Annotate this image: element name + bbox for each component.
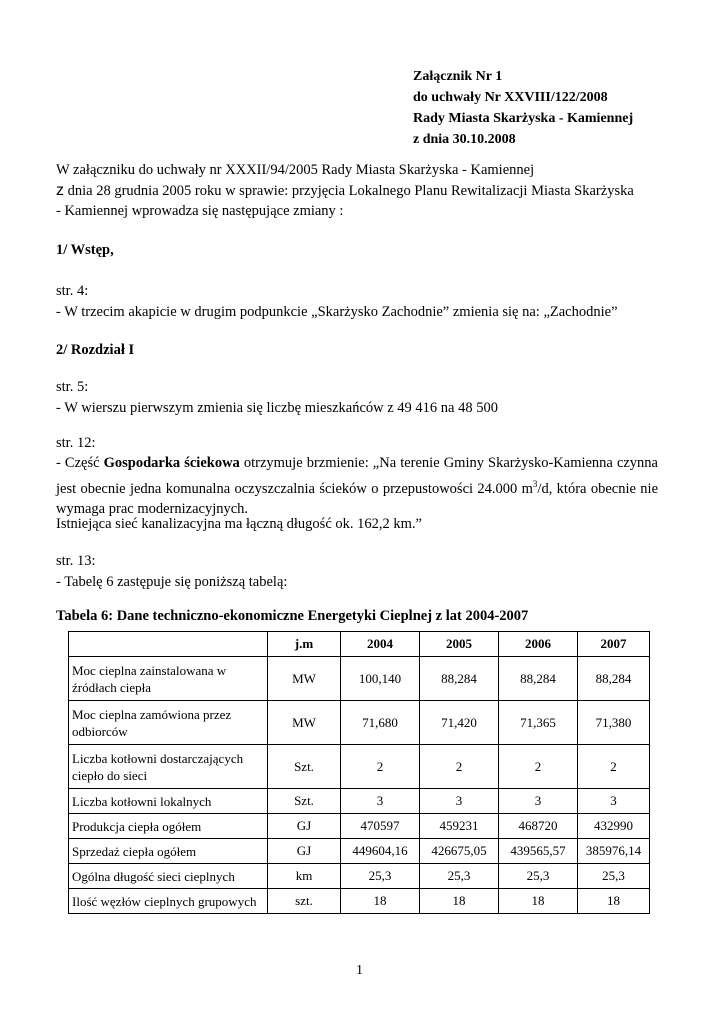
row-label: Ogólna długość sieci cieplnych: [69, 864, 268, 889]
section-1-body: [56, 281, 658, 322]
intro-paragraph: [56, 160, 658, 222]
row-label: Moc cieplna zainstalowana w źródłach ciepła: [69, 657, 268, 701]
intro-line-2: [56, 181, 658, 202]
section-1-heading: 1/ Wstęp,: [56, 242, 114, 258]
value-2006: 468720: [499, 814, 578, 839]
sewage-prefix: - Część: [56, 455, 104, 471]
value-2004: 449604,16: [341, 839, 420, 864]
value-2005: 426675,05: [420, 839, 499, 864]
value-2006: 25,3: [499, 864, 578, 889]
value-2006: 18: [499, 889, 578, 914]
row-unit: Szt.: [268, 745, 341, 789]
table-row: [69, 701, 650, 745]
row-label: Ilość węzłów cieplnych grupowych: [69, 889, 268, 914]
value-2007: 88,284: [578, 657, 650, 701]
section-2-body-3: [56, 551, 658, 592]
row-label: Produkcja ciepła ogółem: [69, 814, 268, 839]
resolution-date: z dnia 30.10.2008: [413, 132, 516, 147]
row-unit: Szt.: [268, 789, 341, 814]
attachment-number: Załącznik Nr 1: [413, 69, 503, 84]
table-header-cell: 2006: [499, 632, 578, 657]
value-2004: 100,140: [341, 657, 420, 701]
value-2004: 470597: [341, 814, 420, 839]
heat-energy-table: [68, 631, 650, 914]
table-title: Tabela 6: Dane techniczno-ekonomiczne Energetyki Cieplnej z lat 2004-2007: [56, 608, 529, 624]
council-name: Rady Miasta Skarżyska - Kamiennej: [413, 111, 634, 126]
row-label: Liczba kotłowni dostarczających ciepło do sieci: [69, 745, 268, 789]
value-2007: 18: [578, 889, 650, 914]
document-header: [413, 66, 633, 150]
table-header-cell: 2007: [578, 632, 650, 657]
value-2006: 439565,57: [499, 839, 578, 864]
section-2-sewage-paragraph: [56, 453, 658, 519]
sewage-bold-label: Gospodarka ściekowa: [103, 455, 240, 471]
value-2004: 2: [341, 745, 420, 789]
table-row: [69, 864, 650, 889]
value-2005: 18: [420, 889, 499, 914]
sewage-body: otrzymuje brzmienie: „Na terenie Gminy Skarżysko-Kamienna czynna jest obecnie jedna komunalna oczyszczalnia ścieków o przepustowości 24.000 m: [56, 455, 658, 497]
row-unit: szt.: [268, 889, 341, 914]
value-2005: 25,3: [420, 864, 499, 889]
row-unit: km: [268, 864, 341, 889]
section-2-page-ref-12: str. 12:: [56, 435, 96, 451]
table-header-row: [69, 632, 650, 657]
value-2006: 71,365: [499, 701, 578, 745]
row-label: Moc cieplna zamówiona przez odbiorców: [69, 701, 268, 745]
section-2-text-3: - Tabelę 6 zastępuje się poniższą tabelą:: [56, 573, 288, 590]
value-2007: 385976,14: [578, 839, 650, 864]
section-1-text: - W trzecim akapicie w drugim podpunkcie „Skarżysko Zachodnie” zmienia się na: „Zachodnie”: [56, 303, 618, 320]
section-2-page-ref-5: str. 5:: [56, 379, 89, 395]
resolution-number: do uchwały Nr XXVIII/122/2008: [413, 90, 608, 105]
section-2-heading: 2/ Rozdział I: [56, 342, 135, 358]
intro-line-1: W załączniku do uchwały nr XXXII/94/2005 Rady Miasta Skarżyska - Kamiennej: [56, 162, 535, 178]
intro-line-3: - Kamiennej wprowadza się następujące zmiany :: [56, 203, 344, 219]
page-number: 1: [356, 963, 363, 978]
value-2006: 3: [499, 789, 578, 814]
value-2006: 2: [499, 745, 578, 789]
value-2005: 88,284: [420, 657, 499, 701]
intro-z-glyph: z: [56, 181, 64, 199]
sewage-body-end: /d, która obecnie nie wymaga prac modernizacyjnych.: [56, 480, 659, 517]
section-2-text-1: - W wierszu pierwszym zmienia się liczbę mieszkańców z 49 416 na 48 500: [56, 399, 498, 416]
intro-line-2-text: dnia 28 grudnia 2005 roku w sprawie: przyjęcia Lokalnego Planu Rewitalizacji Miasta Skarżyska: [64, 182, 634, 199]
sewage-superscript: 3: [532, 478, 538, 489]
value-2007: 25,3: [578, 864, 650, 889]
table-row: [69, 839, 650, 864]
table-header-cell: [69, 632, 268, 657]
table-row: [69, 657, 650, 701]
row-unit: MW: [268, 701, 341, 745]
value-2007: 3: [578, 789, 650, 814]
value-2005: 459231: [420, 814, 499, 839]
value-2007: 71,380: [578, 701, 650, 745]
value-2004: 71,680: [341, 701, 420, 745]
row-label: Sprzedaż ciepła ogółem: [69, 839, 268, 864]
value-2007: 432990: [578, 814, 650, 839]
table-header-cell: 2004: [341, 632, 420, 657]
row-unit: GJ: [268, 814, 341, 839]
value-2004: 18: [341, 889, 420, 914]
table-row: [69, 745, 650, 789]
section-2-body-1: [56, 377, 658, 418]
value-2004: 3: [341, 789, 420, 814]
row-label: Liczba kotłowni lokalnych: [69, 789, 268, 814]
table-row: [69, 789, 650, 814]
section-1-page-ref: str. 4:: [56, 283, 89, 299]
table-row: [69, 889, 650, 914]
sewage-network-length: Istniejąca sieć kanalizacyjna ma łączną długość ok. 162,2 km.”: [56, 516, 422, 532]
value-2005: 2: [420, 745, 499, 789]
row-unit: MW: [268, 657, 341, 701]
row-unit: GJ: [268, 839, 341, 864]
value-2006: 88,284: [499, 657, 578, 701]
value-2004: 25,3: [341, 864, 420, 889]
value-2005: 71,420: [420, 701, 499, 745]
table-row: [69, 814, 650, 839]
table-header-cell: j.m: [268, 632, 341, 657]
value-2007: 2: [578, 745, 650, 789]
section-2-page-ref-13: str. 13:: [56, 553, 96, 569]
value-2005: 3: [420, 789, 499, 814]
table-header-cell: 2005: [420, 632, 499, 657]
